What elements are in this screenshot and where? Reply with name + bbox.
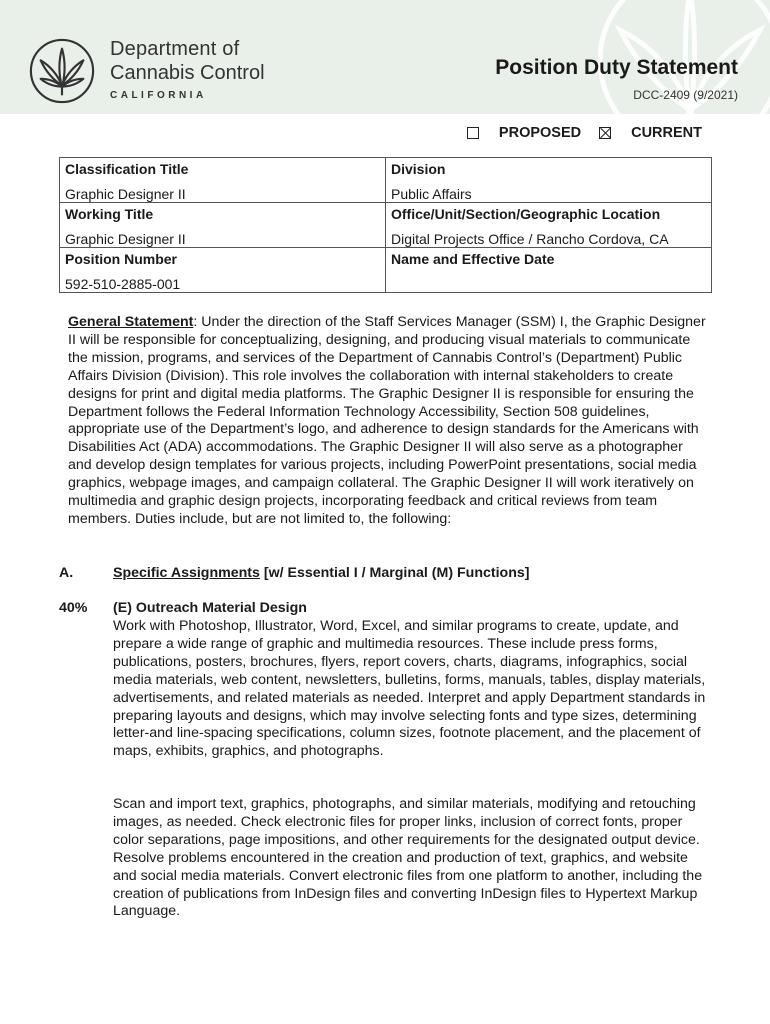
table-row (60, 203, 712, 248)
proposed-checkbox[interactable] (467, 127, 479, 139)
org-name-line1: Department of (110, 38, 240, 60)
table-row (60, 158, 712, 203)
location-value: Digital Projects Office / Rancho Cordova, CA (391, 231, 669, 247)
classification-title-cell (60, 158, 386, 203)
proposed-label: PROPOSED (498, 125, 582, 141)
current-checkbox[interactable] (599, 127, 611, 139)
section-a-letter: A. (59, 565, 74, 581)
document-code: DCC-2409 (9/2021) (633, 88, 738, 102)
cannabis-leaf-icon (28, 37, 96, 105)
general-statement-label: General Statement (68, 314, 194, 330)
document-title: Position Duty Statement (495, 56, 738, 79)
table-row (60, 248, 712, 293)
position-number-cell (60, 248, 386, 293)
division-cell (386, 158, 712, 203)
name-date-label: Name and Effective Date (391, 251, 555, 267)
location-cell (386, 203, 712, 248)
general-statement-text: : Under the direction of the Staff Services Manager (SSM) I, the Graphic Designer II will be responsible for conceptualizing, designing, and producing visual materials to communicate the mission, programs, and services of the Department of Cannabis Control’s (Department) Public Affairs Division (Division). This role involves the collaboration with internal stakeholders to create designs for print and digital media platforms. The Graphic Designer II is responsible for ensuring the Department follows the Federal Information Technology Accessibility, Section 508 guidelines, appropriate use of the Department’s logo, and adherence to design standards for the Americans with Disabilities Act (ADA) accommodations. The Graphic Designer II will also serve as a photographer and develop design templates for various projects, including PowerPoint presentations, social media graphics, webpage images, and campaign collateral. The Graphic Designer II will work iteratively on multimedia and graphic design projects, incorporating feedback and critical reviews from team members. Duties include, but are not limited to, the following: (68, 314, 706, 527)
current-label: CURRENT (631, 125, 702, 141)
division-value: Public Affairs (391, 186, 472, 202)
working-title-value: Graphic Designer II (65, 231, 186, 247)
status-row (467, 125, 702, 141)
section-a-subtitle: [w/ Essential I / Marginal (M) Functions] (259, 565, 530, 581)
position-number-label: Position Number (65, 251, 178, 267)
name-date-cell (386, 248, 712, 293)
section-a-heading (59, 565, 530, 581)
working-title-cell (60, 203, 386, 248)
org-name-line2: Cannabis Control (110, 62, 265, 84)
general-statement (68, 314, 708, 529)
position-number-value: 592-510-2885-001 (65, 276, 181, 292)
duty-percent: 40% (59, 600, 88, 616)
location-label: Office/Unit/Section/Geographic Location (391, 206, 661, 222)
section-a-title: Specific Assignments (113, 565, 260, 581)
classification-title-label: Classification Title (65, 161, 189, 177)
org-state: CALIFORNIA (110, 90, 207, 101)
header-band (0, 0, 770, 114)
classification-title-value: Graphic Designer II (65, 186, 186, 202)
position-info-table (59, 157, 712, 293)
division-label: Division (391, 161, 446, 177)
duty-title: (E) Outreach Material Design (113, 600, 307, 616)
working-title-label: Working Title (65, 206, 154, 222)
duty-paragraph-1: Work with Photoshop, Illustrator, Word, Excel, and similar programs to create, update, and prepare a wide range of graphic and multimedia resources. These include press forms, publications, posters, brochures, flyers, report covers, charts, diagrams, infographics, social media materials, web content, newsletters, bulletins, forms, manuals, tables, display materials, advertisements, and related materials as needed. Interpret and apply Department standards in preparing layouts and designs, which may involve selecting fonts and type sizes, determining letter-and line-spacing specifications, column sizes, footnote placement, and the placement of maps, exhibits, graphics, and photographs. (113, 618, 706, 760)
duty-paragraph-2: Scan and import text, graphics, photographs, and similar materials, modifying and retouching images, as needed. Check electronic files for proper links, inclusion of correct fonts, proper color separations, page impositions, and other requirements for the designated output device. Resolve problems encountered in the creation and production of text, graphics, and website and social media materials. Convert electronic files from one platform to another, including the creation of publications from InDesign files and converting InDesign files to Hypertext Markup Language. (113, 796, 703, 920)
